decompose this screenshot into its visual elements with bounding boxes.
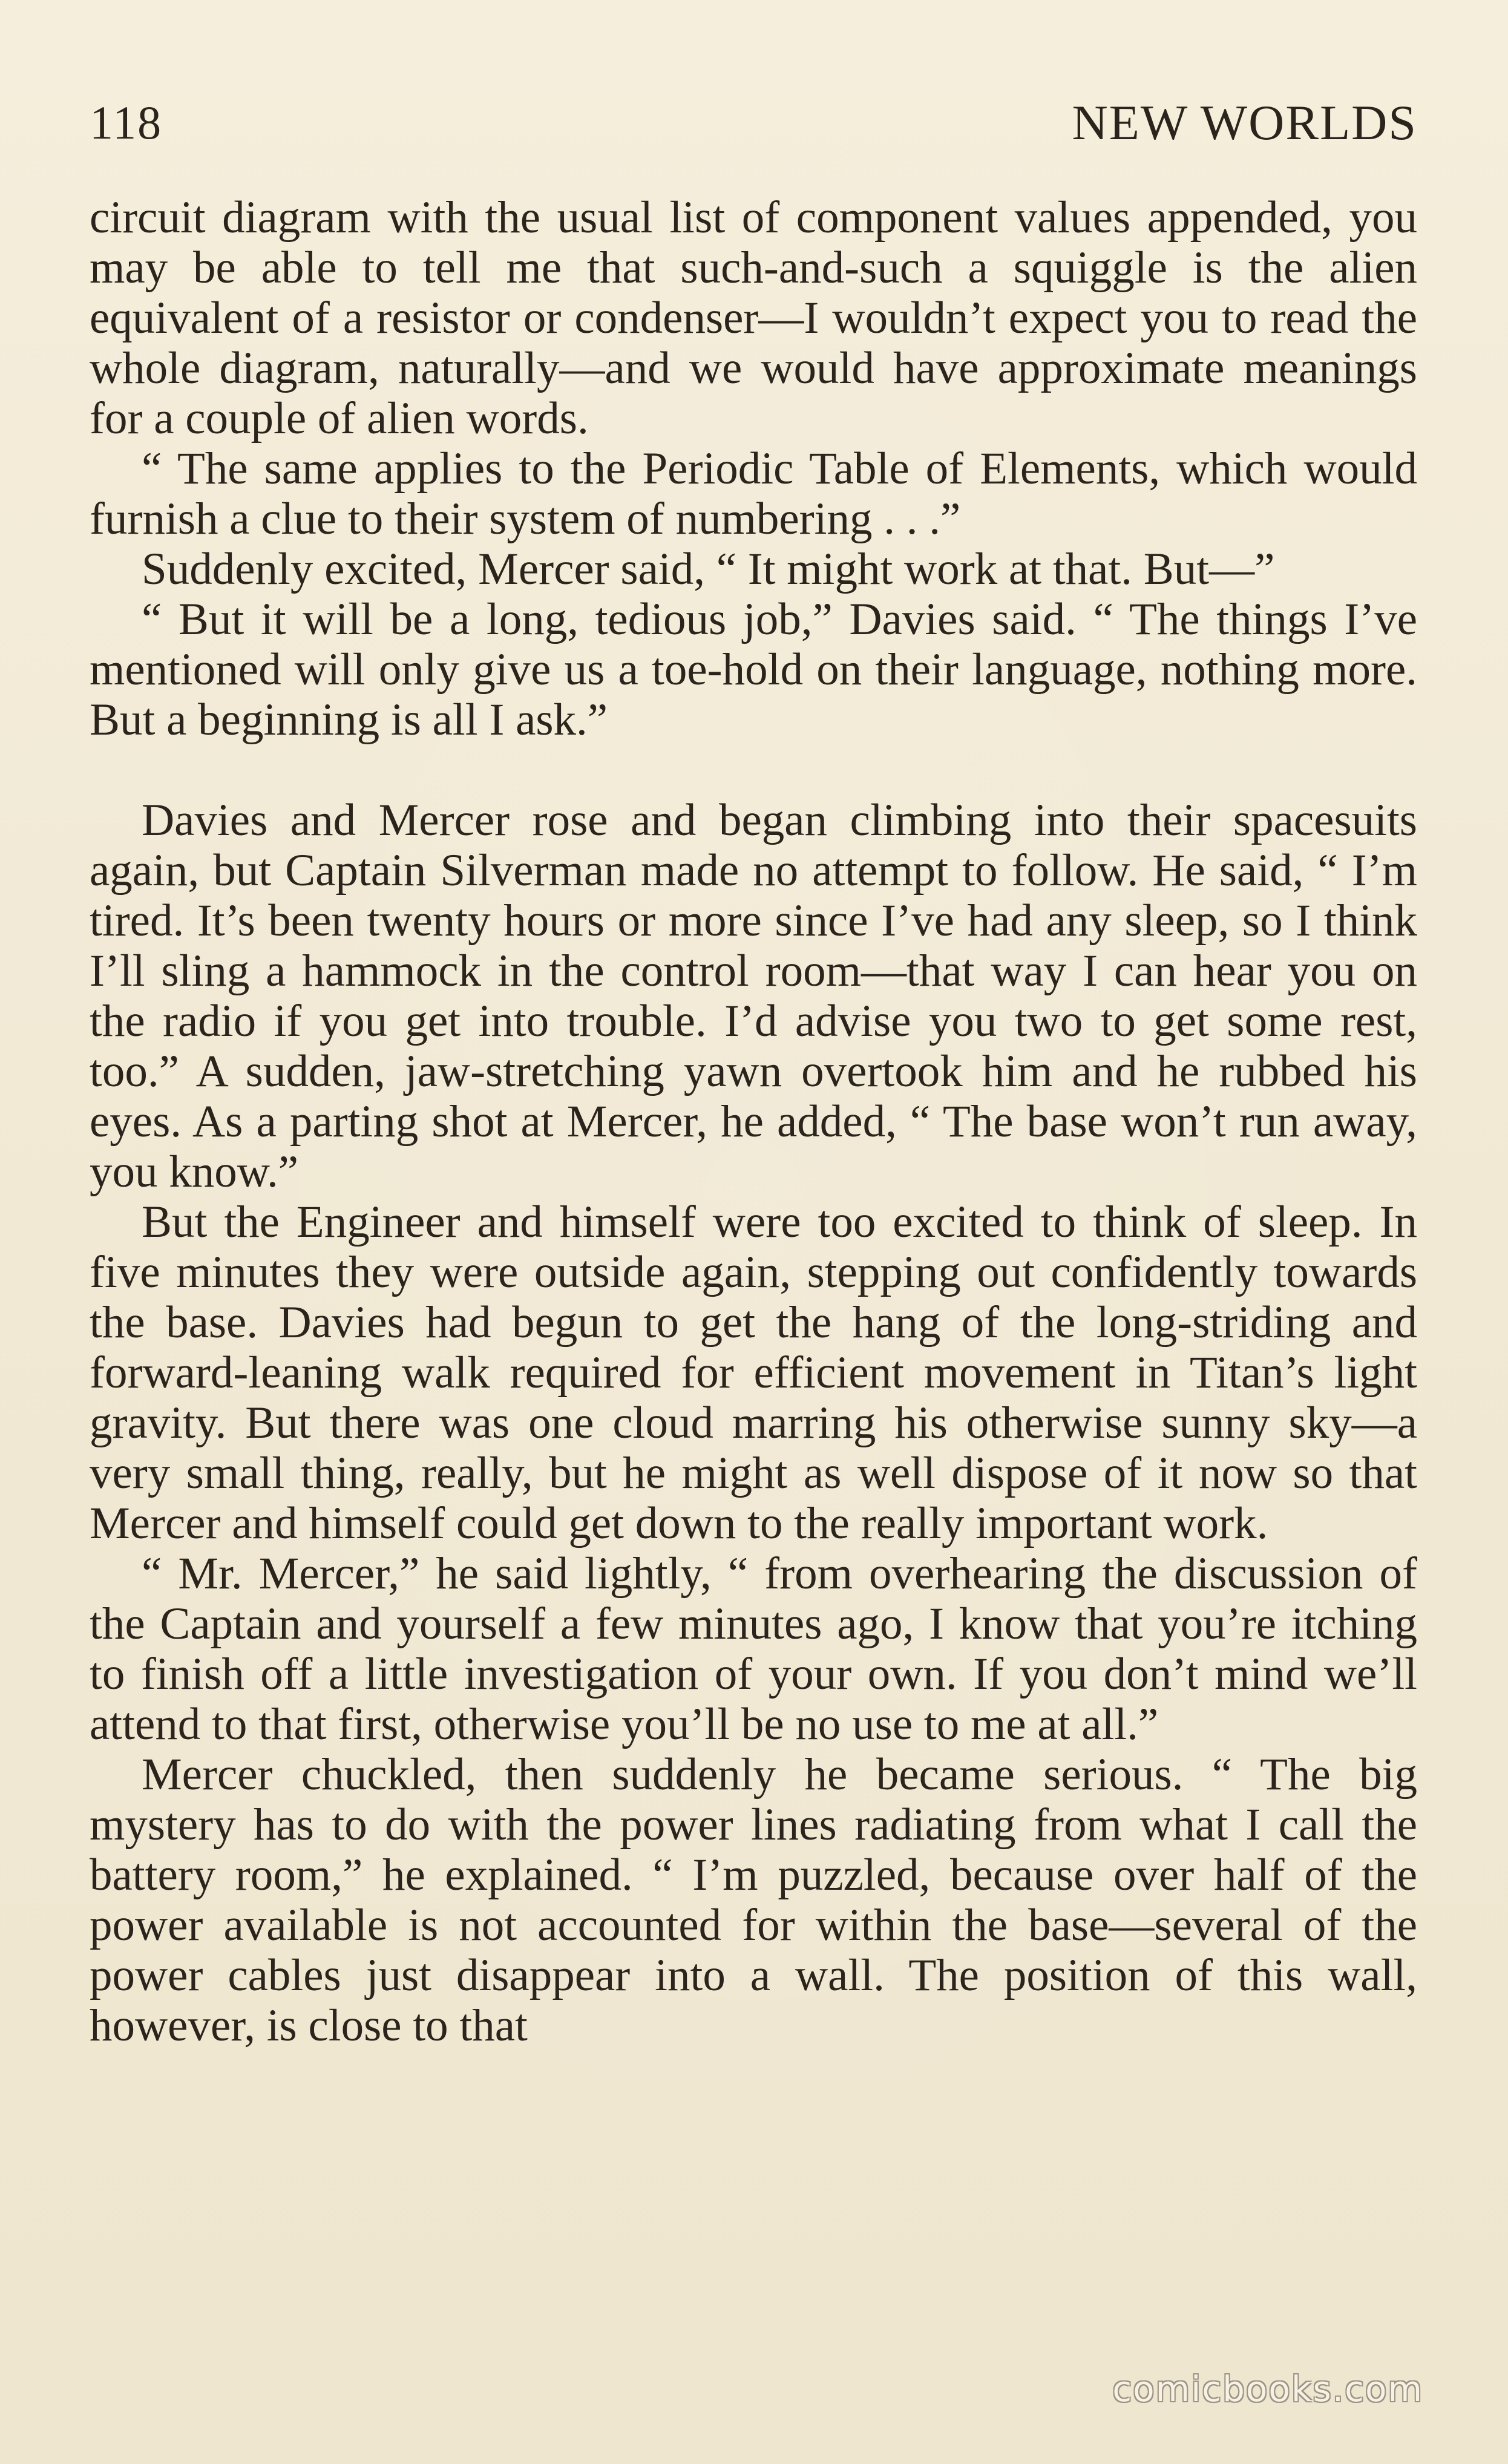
paragraph: Suddenly excited, Mercer said, “ It might work at that. But—” <box>142 544 1275 594</box>
section-break <box>90 745 1417 795</box>
paragraph: But the Engineer and himself were too excited to think of sleep. In five minutes they were outside again, stepping out confidently towards the base. Davies had begun to get the hang of the long-striding and forward-leaning walk required for efficient movement in Titan’s light gravity. But there was one cloud marring his otherwise sunny sky—a very small thing, really, but he might as well dispose of it now so that Mercer and himself could get down to the really important work. <box>90 1197 1417 1548</box>
paragraph: “ Mr. Mercer,” he said lightly, “ from overhearing the discussion of the Captain and yourself a few minutes ago, I know that you’re itching to finish off a little investigation of your own. If you don’t mind we’ll attend to that first, otherwise you’ll be no use to me at all.” <box>90 1548 1417 1749</box>
body-text <box>90 192 1417 2051</box>
running-title: NEW WORLDS <box>1072 95 1417 150</box>
paragraph: “ The same applies to the Periodic Table of Elements, which would furnish a clue to their system of numbering . . .” <box>90 444 1417 544</box>
page-number: 118 <box>90 96 163 149</box>
page-header <box>90 90 1417 156</box>
paragraph: “ But it will be a long, tedious job,” Davies said. “ The things I’ve mentioned will only give us a toe-hold on their language, nothing more. But a beginning is all I ask.” <box>90 594 1417 745</box>
paragraph: Mercer chuckled, then suddenly he became serious. “ The big mystery has to do with the power lines radiating from what I call the battery room,” he explained. “ I’m puzzled, because over half of the power available is not accounted for within the base—several of the power cables just disappear into a wall. The position of this wall, however, is close to that <box>90 1749 1417 2051</box>
paragraph-continuation: circuit diagram with the usual list of component values appended, you may be able to tell me that such-and-such a squiggle is the alien equivalent of a resistor or condenser—I wouldn’t expect you to read the whole diagram, naturally—and we would have approximate meanings for a couple of alien words. <box>90 192 1417 444</box>
watermark: comicbooks.com <box>1112 2368 1423 2410</box>
paragraph: Davies and Mercer rose and began climbing into their spacesuits again, but Captain Silverman made no attempt to follow. He said, “ I’m tired. It’s been twenty hours or more since I’ve had any sleep, so I think I’ll sling a hammock in the control room—that way I can hear you on the radio if you get into trouble. I’d advise you two to get some rest, too.” A sudden, jaw-stretching yawn overtook him and he rubbed his eyes. As a parting shot at Mercer, he added, “ The base won’t run away, you know.” <box>90 795 1417 1197</box>
